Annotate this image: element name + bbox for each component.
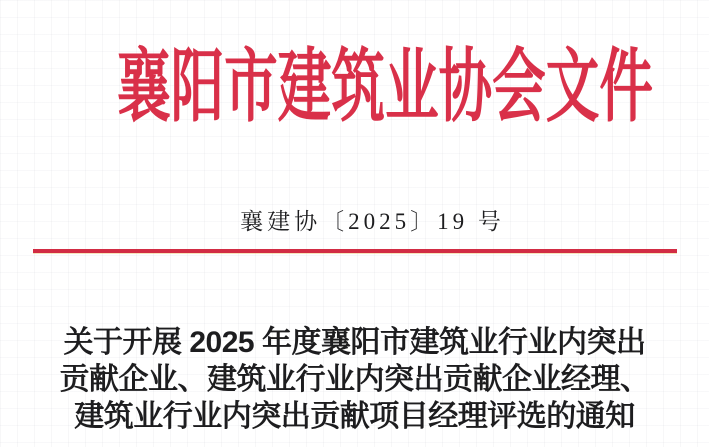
notice-title [0,324,709,435]
org-masthead-title: 襄阳市建筑业协会文件 [116,44,653,132]
notice-title-line3: 建筑业行业内突出贡献项目经理评选的通知 [74,400,635,433]
notice-title-line1: 关于开展 2025 年度襄阳市建筑业行业内突出 [63,326,646,359]
notice-title-line2: 贡献企业、建筑业行业内突出贡献企业经理、 [59,363,650,396]
doc-reference-number: 襄建协〔2025〕19 号 [240,209,505,234]
red-separator-line [33,249,677,253]
